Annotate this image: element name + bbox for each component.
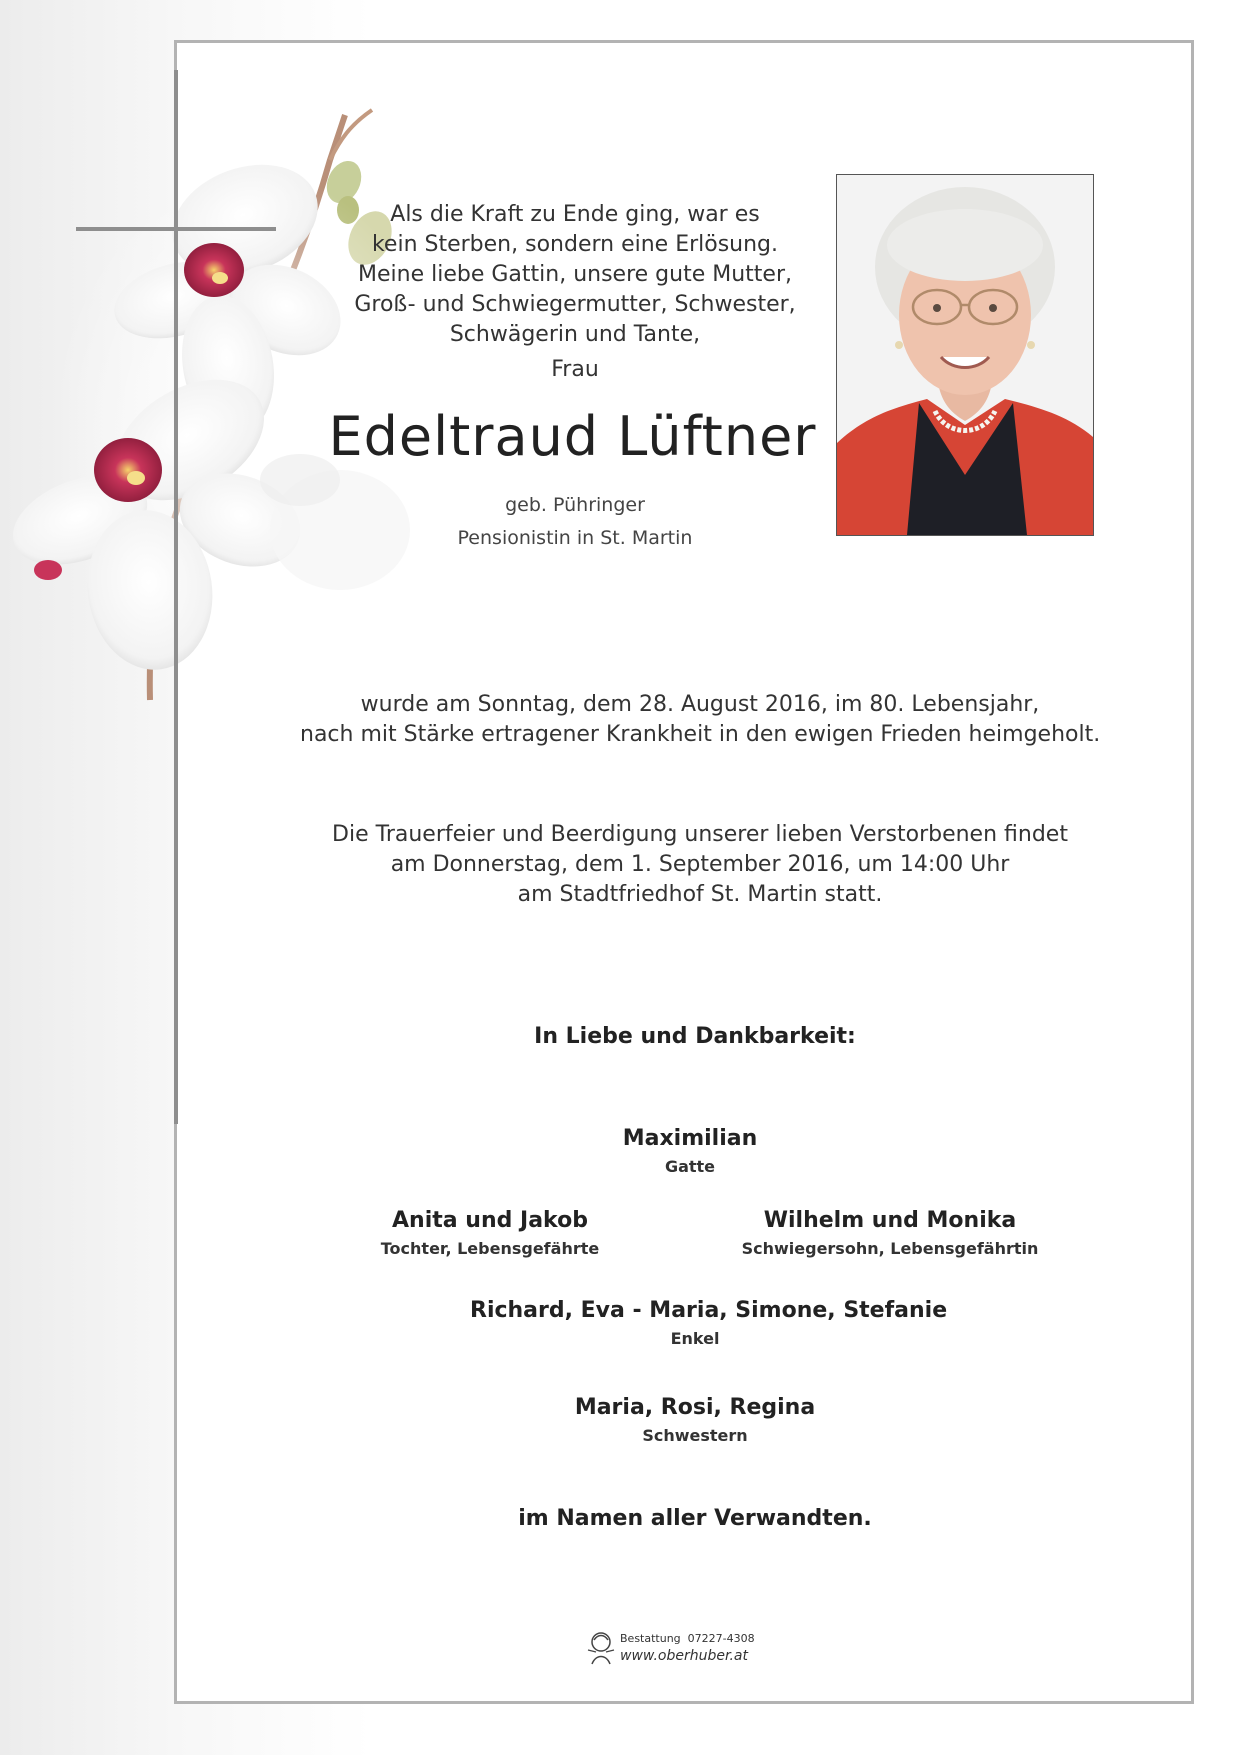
poem-line: kein Sterben, sondern eine Erlösung. (371, 232, 779, 257)
footer-phone: 07227-4308 (687, 1632, 755, 1645)
death-notice-line: wurde am Sonntag, dem 28. August 2016, im 80. Lebensjahr, (360, 692, 1040, 717)
poem (335, 200, 815, 350)
footer-contact (620, 1632, 755, 1645)
mourner-names: Maria, Rosi, Regina (574, 1395, 816, 1420)
closing-line: im Namen aller Verwandten. (518, 1506, 872, 1531)
mourner-entry (740, 1208, 1040, 1258)
mourner-entry (470, 1298, 948, 1348)
poem-line: Als die Kraft zu Ende ging, war es (390, 202, 760, 227)
portrait-illustration (837, 175, 1093, 535)
death-notice-line: nach mit Stärke ertragener Krankheit in den ewigen Frieden heimgeholt. (300, 722, 1101, 747)
cross-horizontal-bar (76, 227, 276, 231)
poem-line: Groß- und Schwiegermutter, Schwester, (354, 292, 796, 317)
death-notice (300, 690, 1100, 750)
poem-line: Meine liebe Gattin, unsere gute Mutter, (358, 262, 792, 287)
mourner-relation: Tochter, Lebensgefährte (380, 1239, 600, 1258)
mourner-relation: Gatte (664, 1157, 716, 1176)
funeral-home-footer (586, 1628, 766, 1670)
salutation: Frau (551, 357, 599, 382)
footer-label: Bestattung (620, 1632, 681, 1645)
funeral-home-logo-icon (586, 1630, 616, 1666)
mourner-entry (540, 1395, 850, 1445)
birth-name: geb. Pühringer (505, 494, 645, 516)
portrait-photo (836, 174, 1094, 536)
poem-line: Schwägerin und Tante, (449, 322, 701, 347)
funeral-notice-line: am Stadtfriedhof St. Martin statt. (517, 882, 883, 907)
mourner-entry (360, 1208, 620, 1258)
mourner-entry (560, 1126, 820, 1176)
mourner-names: Maximilian (622, 1126, 758, 1151)
gratitude-heading: In Liebe und Dankbarkeit: (534, 1024, 856, 1049)
footer-website[interactable]: www.oberhuber.at (620, 1648, 748, 1664)
mourner-relation: Schwiegersohn, Lebensgefährtin (741, 1239, 1039, 1258)
funeral-notice-line: Die Trauerfeier und Beerdigung unserer lieben Verstorbenen findet (332, 822, 1068, 847)
deceased-name: Edeltraud Lüftner (328, 405, 817, 468)
mourner-relation: Schwestern (642, 1426, 748, 1445)
mourner-relation: Enkel (670, 1329, 720, 1348)
mourner-names: Wilhelm und Monika (763, 1208, 1017, 1233)
occupation: Pensionistin in St. Martin (457, 527, 693, 549)
mourner-names: Anita und Jakob (392, 1208, 588, 1233)
funeral-notice-line: am Donnerstag, dem 1. September 2016, um 14:00 Uhr (390, 852, 1010, 877)
funeral-notice (300, 820, 1100, 910)
mourner-names: Richard, Eva - Maria, Simone, Stefanie (470, 1298, 948, 1323)
